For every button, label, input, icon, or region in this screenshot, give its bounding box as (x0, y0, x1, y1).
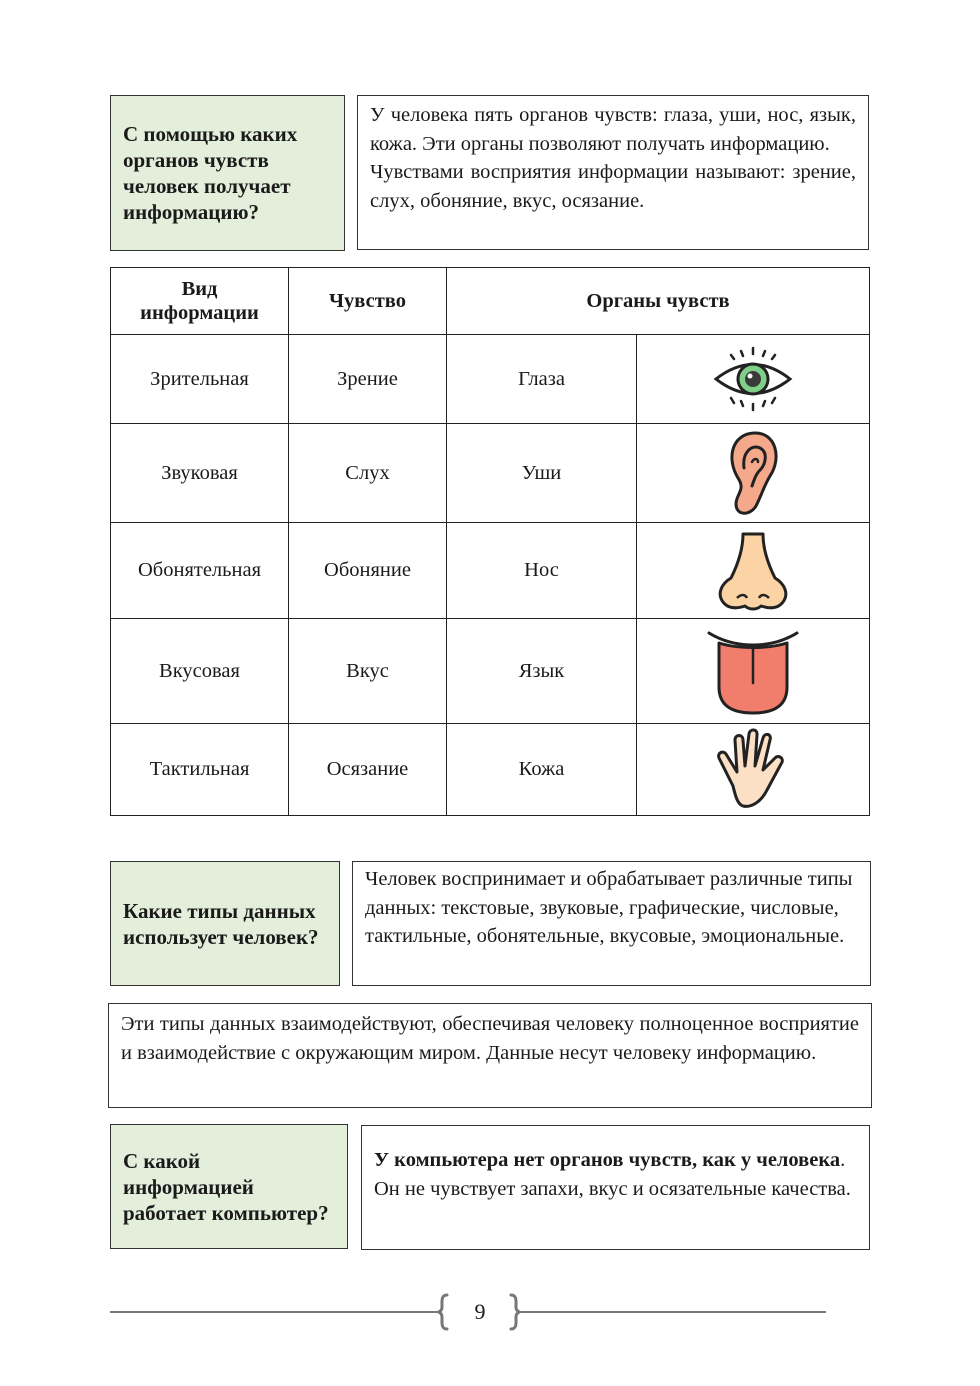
table-row (111, 523, 870, 619)
hand-icon (711, 728, 795, 812)
info-paragraph: Эти типы данных взаимодействуют, обеспечивая человеку полноценное восприятие и взаимодействие с окружающим миром. Данные несут человеку информацию. (121, 1013, 859, 1064)
answer-box-senses (357, 95, 869, 250)
question-box-computer (110, 1124, 348, 1249)
table-row (111, 619, 870, 724)
sense-cell: Вкус (289, 619, 447, 724)
header-sense: Чувство (289, 268, 447, 335)
organ-picture-cell (637, 523, 870, 619)
senses-table (110, 267, 870, 816)
nose-icon (713, 528, 793, 614)
answer-rest-part: . Он не чувствует запахи, вкус и осязательные качества. (374, 1149, 851, 1200)
question-box-senses (110, 95, 345, 251)
ear-icon (718, 428, 788, 518)
info-type-cell: Звуковая (111, 424, 289, 523)
organ-cell: Кожа (447, 724, 637, 816)
table-row (111, 335, 870, 424)
sense-cell: Осязание (289, 724, 447, 816)
answer-box-data-types (352, 861, 871, 986)
answer-paragraph (374, 1146, 857, 1203)
info-type-cell: Зрительная (111, 335, 289, 424)
info-type-cell: Тактильная (111, 724, 289, 816)
organ-cell: Глаза (447, 335, 637, 424)
organ-cell: Уши (447, 424, 637, 523)
question-box-data-types (110, 861, 340, 986)
eye-icon (708, 346, 798, 412)
answer-paragraph-1: У человека пять органов чувств: глаза, уши, нос, язык, кожа. Эти органы позволяют получать информацию. (370, 104, 856, 155)
sense-cell: Обоняние (289, 523, 447, 619)
organ-picture-cell (637, 724, 870, 816)
question-text: Какие типы данных использует человек? (123, 898, 319, 949)
info-box-interaction (108, 1003, 872, 1108)
organ-picture-cell (637, 424, 870, 523)
page-number: 9 (474, 1299, 486, 1324)
organ-cell: Нос (447, 523, 637, 619)
info-type-cell: Обонятельная (111, 523, 289, 619)
question-text: С какой информацией работает компьютер? (123, 1148, 329, 1225)
tongue-icon (705, 627, 801, 715)
header-info-type: Вид информации (111, 268, 289, 335)
header-organs: Органы чувств (447, 268, 870, 335)
sense-cell: Зрение (289, 335, 447, 424)
organ-picture-cell (637, 619, 870, 724)
answer-box-computer (361, 1125, 870, 1250)
table-header-row (111, 268, 870, 335)
table-row (111, 424, 870, 523)
answer-bold-part: У компьютера нет органов чувств, как у человека (374, 1149, 841, 1171)
sense-cell: Слух (289, 424, 447, 523)
info-type-cell: Вкусовая (111, 619, 289, 724)
organ-picture-cell (637, 335, 870, 424)
answer-paragraph: Человек воспринимает и обрабатывает различные типы данных: текстовые, звуковые, графические, числовые, тактильные, обонятельные, вкусовые, эмоциональные. (365, 868, 853, 947)
table-row (111, 724, 870, 816)
organ-cell: Язык (447, 619, 637, 724)
answer-paragraph-2: Чувствами восприятия информации называют: зрение, слух, обоняние, вкус, осязание. (370, 161, 856, 212)
question-text: С помощью каких органов чувств человек получает информацию? (123, 122, 298, 224)
footer-line-left (110, 1311, 440, 1313)
footer-line-right (518, 1311, 826, 1313)
